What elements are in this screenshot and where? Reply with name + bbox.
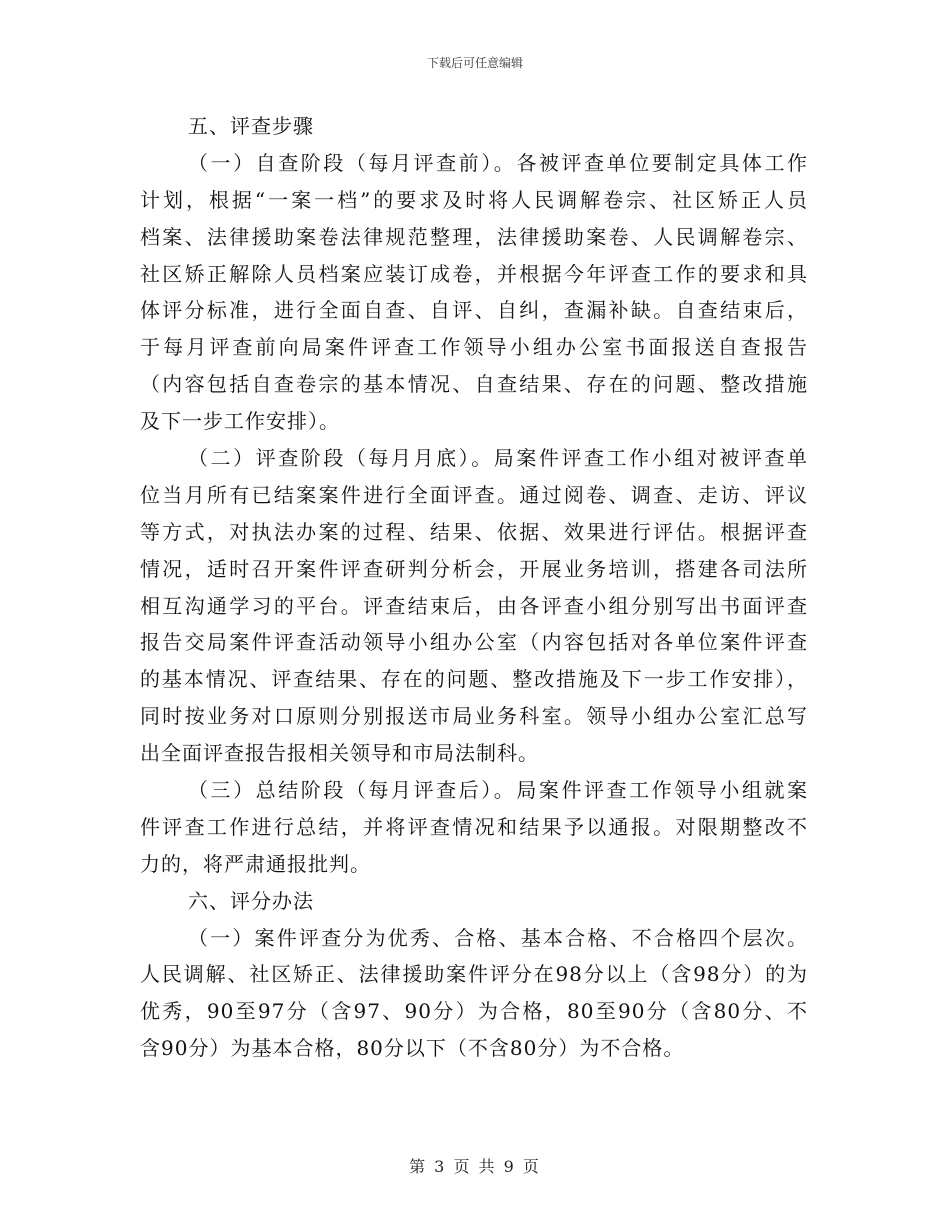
section-heading: 五、评查步骤 — [188, 114, 314, 138]
paragraph-line: 含90分）为基本合格，80分以下（不含80分）为不合格。 — [140, 1036, 685, 1061]
paragraph-line: 档案、法律援助案卷法律规范整理，法律援助案卷、人民调解卷宗、 — [140, 224, 808, 249]
paragraph-line: 计划，根据“一案一档”的要求及时将人民调解卷宗、社区矫正人员 — [140, 187, 808, 212]
paragraph-line: （三）总结阶段（每月评查后）。局案件评查工作领导小组就案 — [188, 778, 808, 803]
page-number: 第 3 页 共 9 页 — [409, 1157, 541, 1176]
paragraph-line: 人民调解、社区矫正、法律援助案件评分在98分以上（含98分）的为 — [140, 962, 808, 987]
paragraph-line: 于每月评查前向局案件评查工作领导小组办公室书面报送自查报告 — [140, 335, 808, 360]
paragraph-line: 件评查工作进行总结，并将评查情况和结果予以通报。对限期整改不 — [140, 814, 808, 839]
paragraph-line: 的基本情况、评查结果、存在的问题、整改措施及下一步工作安排）， — [140, 667, 808, 692]
page-header-note: 下载后可任意编辑 — [426, 56, 523, 70]
paragraph-line: （二）评查阶段（每月月底）。局案件评查工作小组对被评查单 — [188, 446, 808, 471]
paragraph-line: 等方式，对执法办案的过程、结果、依据、效果进行评估。根据评查 — [140, 519, 808, 544]
paragraph-line: 出全面评查报告报相关领导和市局法制科。 — [140, 741, 539, 766]
paragraph-line: 力的，将严肃通报批判。 — [140, 851, 371, 876]
paragraph-line: 位当月所有已结案案件进行全面评查。通过阅卷、调查、走访、评议 — [140, 482, 808, 507]
paragraph-line: 体评分标准，进行全面自查、自评、自纠，查漏补缺。自查结束后， — [140, 298, 808, 323]
paragraph-line: （一）案件评查分为优秀、合格、基本合格、不合格四个层次。 — [188, 925, 808, 950]
paragraph-line: 社区矫正解除人员档案应装订成卷，并根据今年评查工作的要求和具 — [140, 261, 808, 286]
paragraph-line: 相互沟通学习的平台。评查结束后，由各评查小组分别写出书面评查 — [140, 593, 808, 618]
paragraph-line: 及下一步工作安排）。 — [140, 409, 340, 434]
document-body — [140, 108, 808, 1067]
paragraph-line: （内容包括自查卷宗的基本情况、自查结果、存在的问题、整改措施 — [140, 372, 808, 397]
paragraph-line: 情况，适时召开案件评查研判分析会，开展业务培训，搭建各司法所 — [140, 556, 808, 581]
paragraph-line: （一）自查阶段（每月评查前）。各被评查单位要制定具体工作 — [188, 150, 808, 175]
paragraph-line: 优秀，90至97分（含97、90分）为合格，80至90分（含80分、不 — [140, 999, 808, 1024]
paragraph-line: 报告交局案件评查活动领导小组办公室（内容包括对各单位案件评查 — [140, 630, 808, 655]
section-heading: 六、评分办法 — [188, 888, 314, 913]
paragraph-line: 同时按业务对口原则分别报送市局业务科室。领导小组办公室汇总写 — [140, 704, 808, 729]
